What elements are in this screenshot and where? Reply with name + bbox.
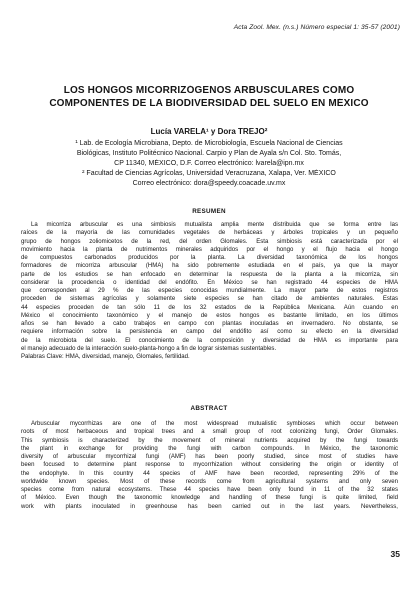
resumen-line: raíces de la mayoría de las comunidades vegetales de herbáceas y árboles tropicales y un pequeño — [21, 230, 398, 237]
author-list: Lucía VARELA¹ y Dora TREJO² — [150, 127, 268, 136]
article-title — [20, 85, 398, 110]
resumen-line: de la microbiota del suelo. El conocimiento de la composición y diversidad de HMA es importante para — [21, 337, 398, 344]
abstract-heading: ABSTRACT — [190, 405, 228, 412]
resumen-line: 44 especies proceden de tan sólo 11 de los 32 estados de la República Mexicana. Aún cuando en — [21, 304, 398, 311]
abstract-line: the plant in exchange for providing the fungi with carbon compounds. In México, the taxonomic — [21, 445, 398, 452]
resumen-line: considerar la procedencia o identidad del endófito. En México se han registrado 44 especies de HMA — [21, 279, 398, 286]
resumen-line: formadores de micorriza arbuscular (HMA) ha sido pobremente estudiada en el país, ya que la mayor — [21, 263, 398, 270]
abstract-line: been focused to determine plant response to mycorrhization without considering the origin or identity of — [21, 462, 398, 469]
resumen-line: de compuestos carbonados producidos por la planta. La diversidad taxonómica de los hongos — [21, 255, 398, 261]
affiliation-line: CP 11340, MÉXICO, D.F. Correo electrónico: lvarela@ipn.mx — [114, 159, 304, 167]
abstract-line: roots of most herbaceous and tropical trees and a small group of root colonizing fungi, Order Glomales. — [21, 429, 398, 436]
abstract-line: the endophyte. In this country 44 species of AMF have been recorded, representing 29% of the — [21, 470, 398, 477]
affiliation-line: ¹ Lab. de Ecología Microbiana, Depto. de Microbiología, Escuela Nacional de Ciencias — [75, 140, 343, 147]
resumen-line: grupo de hongos zoliomicetos de la red, del orden Glomales. Esta simbiosis está caracterizada por el — [21, 238, 398, 245]
title-line: LOS HONGOS MICORRIZÓGENOS ARBUSCULARES COMO — [63, 85, 355, 96]
abstract-line: This symbiosis is characterized by the movement of mineral nutrients acquired by the fungi towards — [21, 437, 398, 444]
abstract-line: Arbuscular mycorrhizas are one of the most widespread mutualistic symbioses which occur between — [31, 421, 398, 427]
resumen-line: proceden de sistemas agrícolas y solamente siete especies se han citado de ambientes naturales. Estas — [21, 296, 398, 303]
resumen-line: movimiento hacia la planta de nutrimentos minerales adquiridos por el hongo y el flujo hacia el hongo — [21, 246, 398, 253]
resumen-paragraph — [21, 221, 398, 361]
keywords-line: Palabras Clave: HMA, diversidad, manejo, Glomales, fertilidad. — [21, 354, 190, 360]
affiliation-line: Biológicas, Instituto Politécnico Nacional. Carpio y Plan de Ayala s/n Col. Sto. Tomás, — [76, 149, 342, 157]
abstract-line: species come from natural ecosystems. These 44 species have been only found in 11 of the 32 states — [21, 487, 398, 493]
affiliation-line: ² Facultad de Ciencias Agrícolas, Universidad Veracruzana, Xalapa, Ver. MÉXICO — [82, 170, 336, 177]
affiliation-1 — [28, 139, 390, 168]
journal-reference: Acta Zool. Mex. (n.s.) Número especial 1: 35-57 (2001) — [233, 24, 400, 31]
title-line: COMPONENTES DE LA BIODIVERSIDAD DEL SUELO EN MÉXICO — [49, 97, 369, 109]
resumen-line: años se han llevado a cabo trabajos en campo con plantas inoculadas en invernadero. No obstante, se — [21, 321, 398, 327]
resumen-line: que corresponden al 29 % de las especies conocidas mundialmente. La mayor parte de estos registros — [21, 288, 398, 294]
page-number: 35 — [390, 549, 400, 559]
abstract-line: worldwide known species. Most of these records come from agricultural systems and only seven — [21, 478, 398, 485]
abstract-line: work with plants inoculated in greenhouse has been carried out in the last years. Nevertheless, — [21, 503, 398, 510]
resumen-heading: RESUMEN — [192, 208, 226, 215]
abstract-paragraph — [21, 420, 398, 511]
resumen-line: el manejo adecuado de la interacción suelo-planta-hongo a fin de lograr sistemas sustentables. — [21, 345, 277, 352]
affiliation-line: Correo electrónico: dora@speedy.coacade.uv.mx — [132, 179, 286, 187]
affiliation-2 — [28, 169, 390, 189]
resumen-line: México el conocimiento taxonómico y el manejo de estos hongos es bastante limitado, en los últimos — [21, 312, 398, 319]
abstract-line: of México. Even though the taxonomic knowledge and handling of these fungi is quite limited, field — [21, 495, 398, 502]
abstract-line: diversity of arbuscular mycorrhizal fungi (AMF) has been poorly studied, since most of studies have — [21, 454, 398, 460]
resumen-line: La micorriza arbuscular es una simbiosis mutualista amplia mente distribuida que se forma entre las — [31, 222, 398, 228]
resumen-line: requiere información sobre la persistencia en campo del endófito así como su efecto en la diversidad — [21, 329, 398, 336]
resumen-line: parte de los estudios se han enfocado en determinar la respuesta de la planta a la micorriza, sin — [21, 271, 398, 278]
